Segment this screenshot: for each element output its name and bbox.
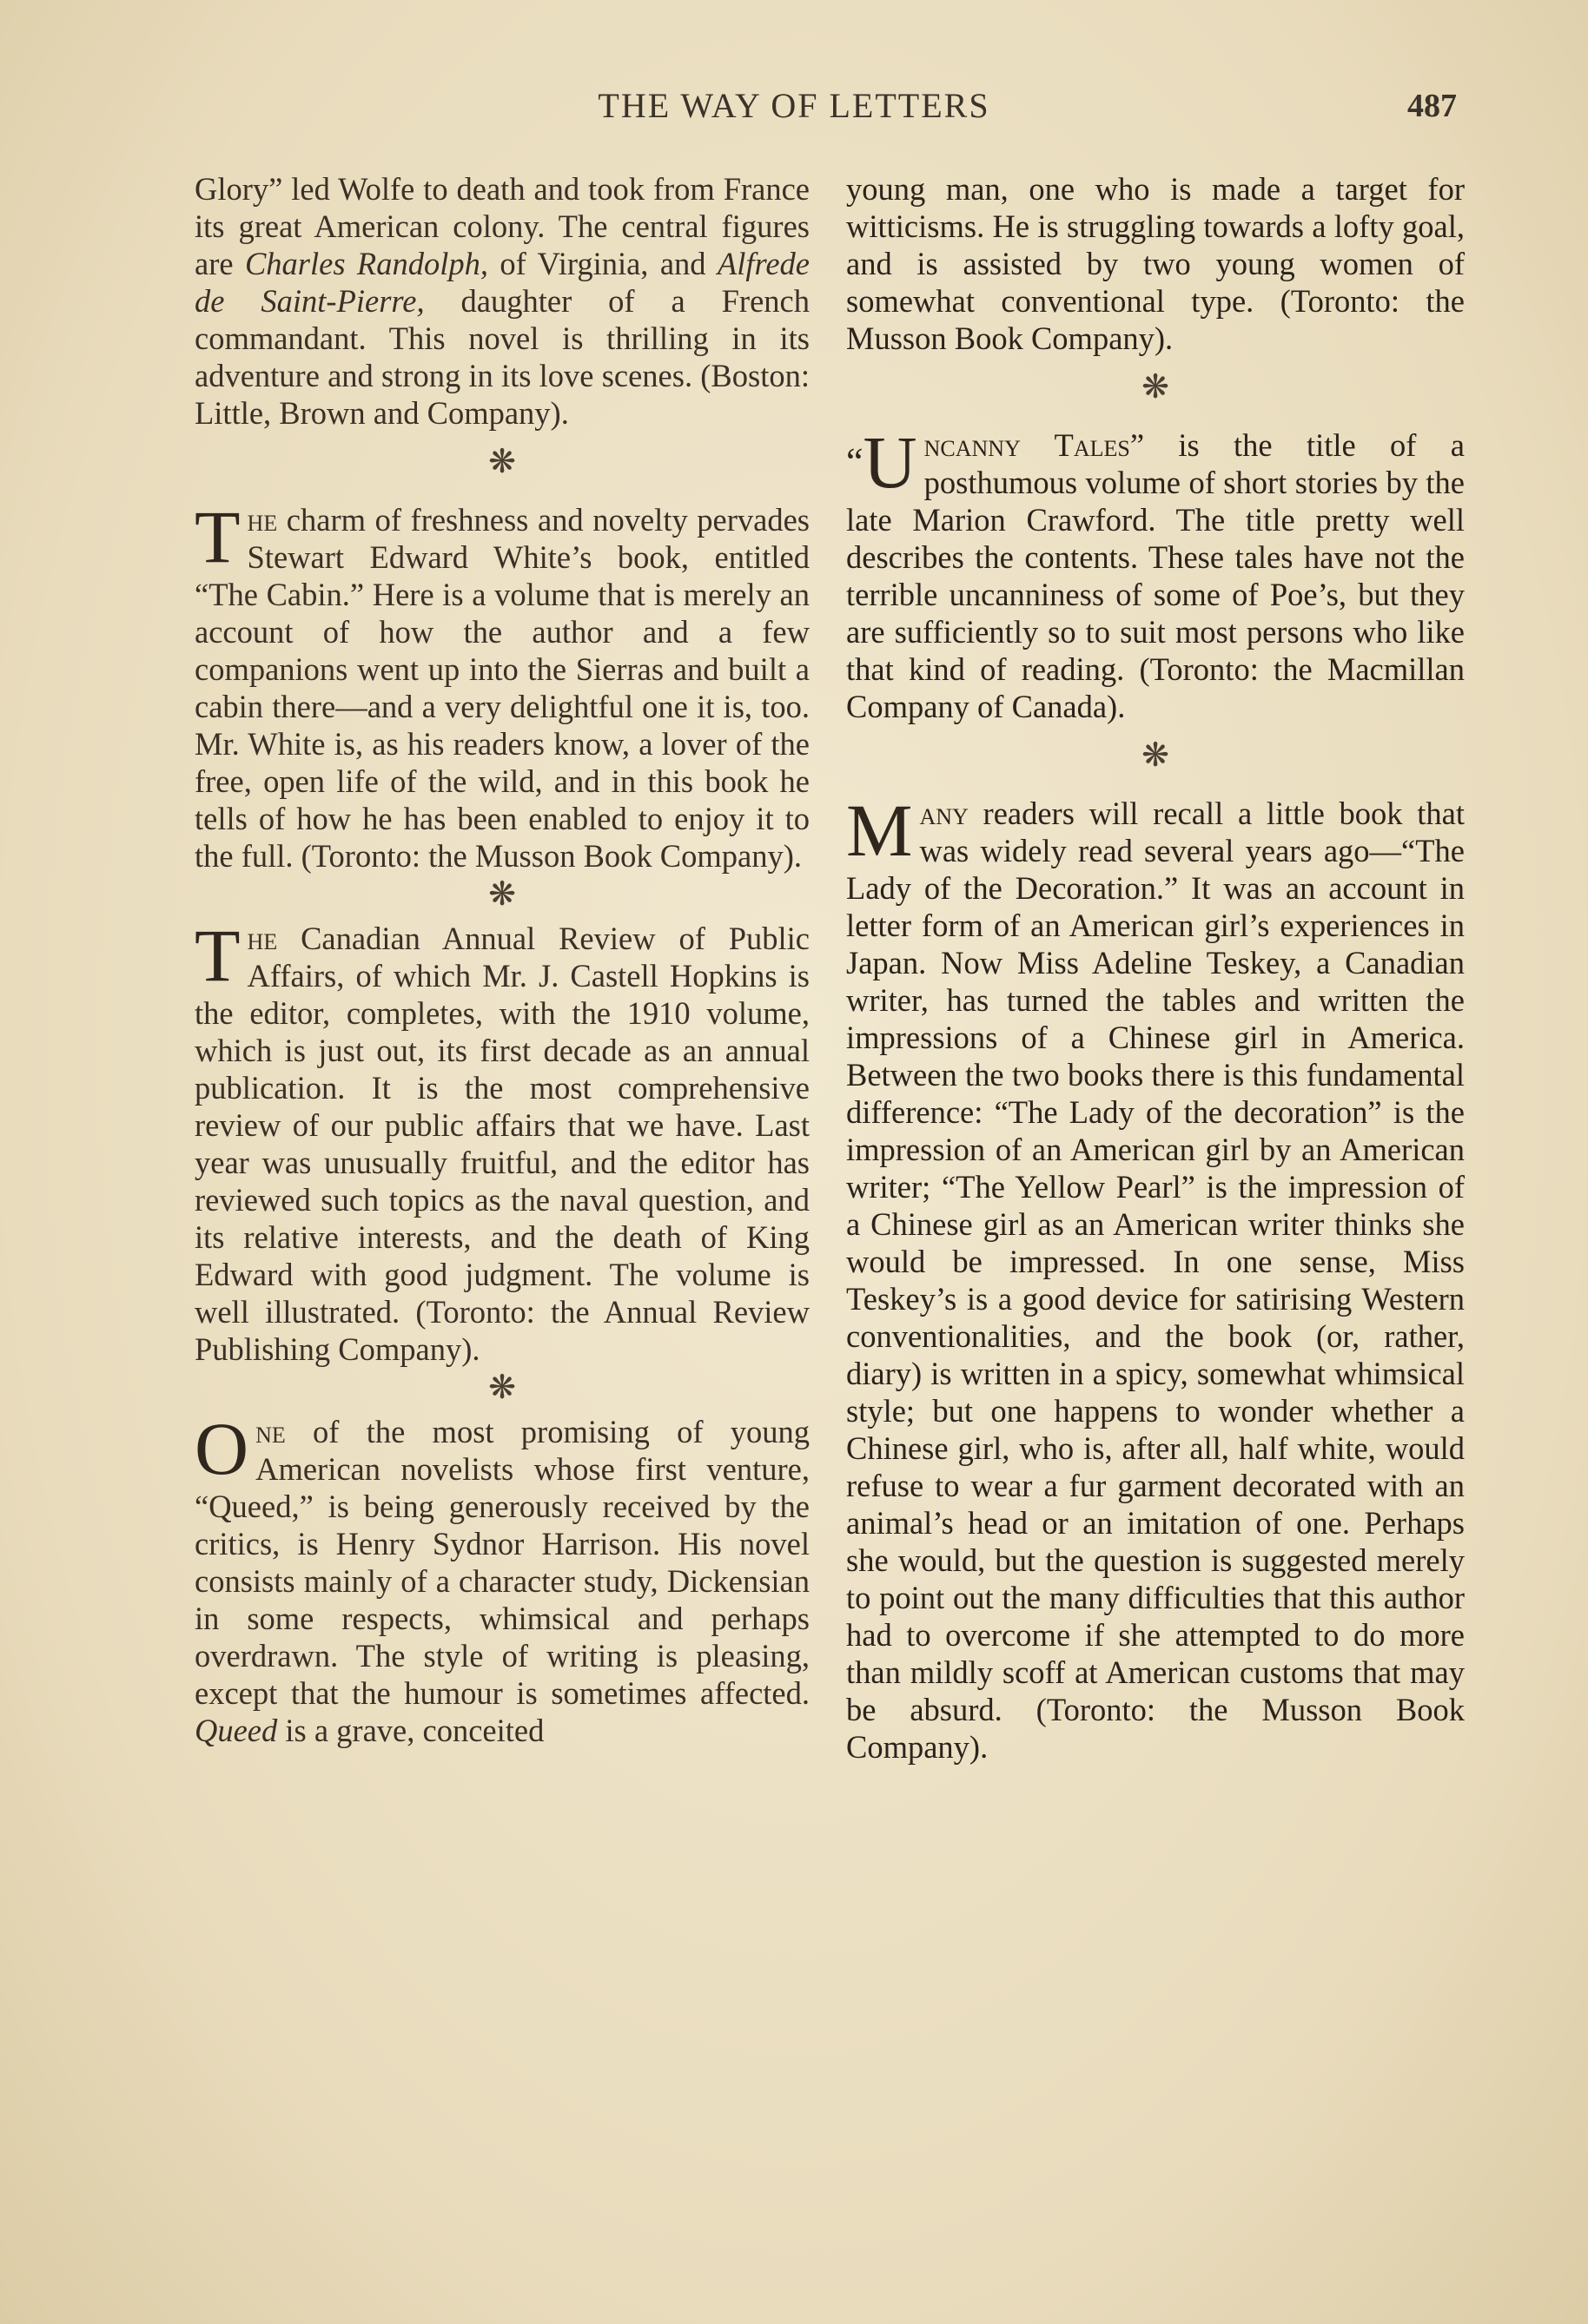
book-title: Queed [195,1713,278,1748]
section-separator-icon: ❋ [1141,737,1169,774]
running-title: THE WAY OF LETTERS [598,86,990,125]
drop-cap: T [195,495,241,578]
lead-word: ne [255,1414,286,1449]
drop-cap: T [195,914,241,997]
review-yellow-pearl [846,789,1465,1766]
section-separator-icon: ❋ [488,444,516,480]
review-text: daughter of a French commandant. This novel is thrilling in its adventure and strong in its love scenes. (Boston: Little, Brown and Company). [195,283,810,431]
review-text: is a grave, conceited [277,1713,545,1748]
right-column [846,170,1465,1766]
drop-cap: O [195,1407,249,1490]
character-name: Alfrede de Saint-Pierre, [195,246,810,319]
drop-cap-letter: U [863,420,917,504]
character-name: Charles Randolph, [244,246,488,281]
page-number: 487 [1407,88,1457,124]
drop-cap [846,420,917,504]
section-separator-icon: ❋ [488,1370,516,1406]
drop-cap: M [846,789,913,872]
review-text: of Virginia, and [488,246,718,281]
section-separator-icon: ❋ [1141,369,1169,406]
review-text: of the most promising of young American novelists whose first venture, “Queed,” is being generously received by the critics, is Henry Sydnor Harrison. His novel consists mainly of a character study, Dickensian in some respects, whimsical and perhaps overdrawn. The style of writing is pleasing, except that the humour is sometimes affected. [195,1414,810,1711]
review-queed-continued: young man, one who is made a target for witticisms. He is struggling towards a lofty goal, and is assisted by two young women of somewhat conventional type. (Toronto: the Musson Book Company). [846,171,1465,356]
review-the-cabin [195,495,810,875]
open-quote: “ [846,440,863,483]
review-text: Glory” led Wolfe to death and took from France its great American colony. The central figures are [195,171,810,281]
lead-word: he [247,502,278,538]
section-separator-icon: ❋ [488,876,516,913]
lead-word: he [247,921,278,956]
review-queed [195,1407,810,1749]
review-canadian-annual-review [195,914,810,1368]
review-text: readers will recall a little book that was widely read several years ago—“The Lady of the Decoration.” It was an account in letter form of an American girl’s experiences in Japan. Now Miss Adeline Teskey, a Canadian writer, has turned the tables and written the impressions of a Chinese girl in America. Between the two books there is this fundamental difference: “The Lady of the decoration” is the impression of an American girl by an American writer; “The Yellow Pearl” is the impression of a Chinese girl as an American writer thinks she would be impressed. In one sense, Miss Teskey’s is a good device for satirising Western conventionalities, and the book (or, rather, diary) is written in a spicy, somewhat whimsical style; but one happens to wonder whether a Chinese girl, who is, after all, half white, would refuse to wear a fur garment decorated with an animal’s head or an imitation of one. Perhaps she would, but the question is suggested merely to point out the many difficulties that this author had to overcome if she attempted to do more than mildly scoff at American customs that may be absurd. (Toronto: the Musson Book Company). [846,796,1465,1765]
review-text: Canadian Annual Review of Public Affairs, of which Mr. J. Castell Hopkins is the editor, completes, with the 1910 volume, which is just out, its first decade as an annual publication. It is the most comprehensive review of our public affairs that we have. Last year was unusually fruitful, and the editor has reviewed such topics as the naval question, and its relative interests, and the death of King Edward with good judgment. The volume is well illustrated. (Toronto: the Annual Review Publishing Company). [195,921,810,1367]
review-uncanny-tales [846,420,1465,725]
lead-word: any [919,796,969,831]
lead-word: ncanny Tales [923,427,1130,463]
review-text: ” is the title of a posthumous volume of short stories by the late Marion Crawford. The title pretty well describes the contents. These tales have not the terrible uncanniness of some of Poe’s, but they are sufficiently so to suit most persons who like that kind of reading. (Toronto: the Macmillan Company of Canada). [846,427,1465,724]
review-continuation [195,170,810,432]
review-text: charm of freshness and novelty pervades Stewart Edward White’s book, entitled “The Cabin.” Here is a volume that is merely an account of how the author and a few companions went up into the Sierras and built a cabin there—and a very delightful one it is, too. Mr. White is, as his readers know, a lover of the free, open life of the wild, and in this book he tells of how he has been enabled to enjoy it to the full. (Toronto: the Musson Book Company). [195,502,810,874]
left-column [195,170,810,1749]
